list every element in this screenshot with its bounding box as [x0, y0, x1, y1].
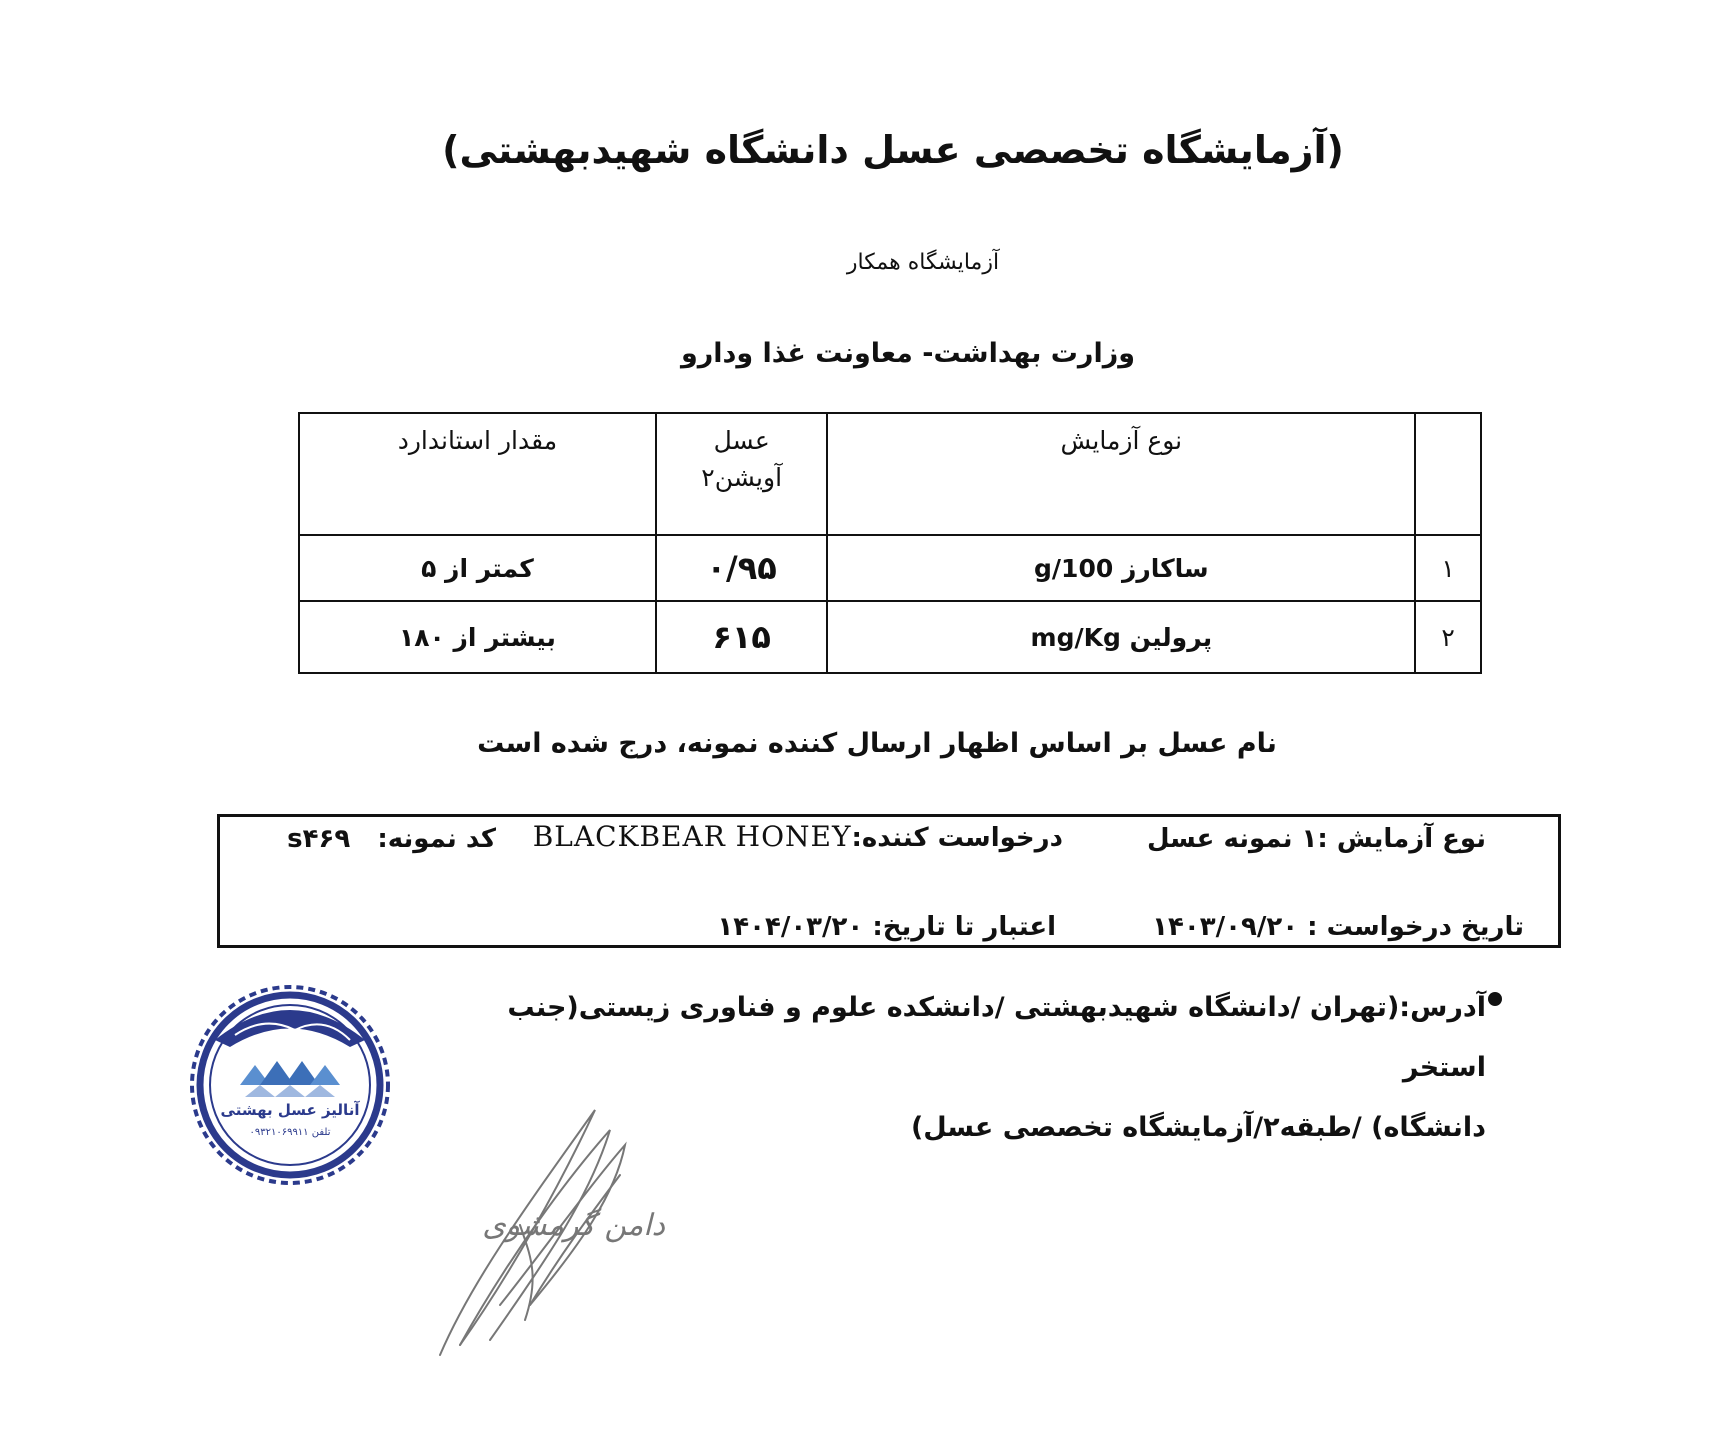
page-title: (آزمایشگاه تخصصی عسل دانشگاه شهیدبهشتی) [442, 128, 1344, 172]
stamp-seal-icon [192, 987, 388, 1183]
table-header-row [299, 413, 1481, 535]
info-test-type: نوع آزمایش :۱ نمونه عسل [1146, 824, 1486, 854]
signature-text: دامن گرمشوی [482, 1208, 665, 1243]
info-requester [533, 820, 1063, 853]
table-row [299, 601, 1481, 673]
address-line1: آدرس:(تهران /دانشگاه شهیدبهشتی /دانشکده علوم و فناوری زیستی(جنب استخر [507, 992, 1486, 1083]
info-requester-name: BLACKBEAR HONEY [532, 820, 852, 853]
row-number: ۲ [1415, 601, 1481, 673]
address-line2: دانشگاه) /طبقه۲/آزمایشگاه تخصصی عسل) [910, 1112, 1486, 1143]
row-number: ۱ [1415, 535, 1481, 601]
signature [430, 1105, 830, 1365]
row-value: ۶۱۵ [656, 601, 828, 673]
row-standard: بیشتر از ۱۸۰ [299, 601, 656, 673]
partner-lab-label: آزمایشگاه همکار [846, 250, 1000, 275]
row-value: ۰/۹۵ [656, 535, 828, 601]
header-standard: مقدار استاندارد [299, 413, 656, 535]
header-honey-line1: عسل [713, 426, 770, 455]
lab-stamp [185, 985, 395, 1185]
ministry-label: وزارت بهداشت- معاونت غذا ودارو [680, 338, 1136, 369]
results-table [298, 412, 1482, 674]
stamp-text: آنالیز عسل بهشتی [220, 1101, 360, 1119]
info-valid-until: اعتبار تا تاریخ: ۱۴۰۴/۰۳/۲۰ [717, 912, 1056, 942]
info-sample-code [287, 824, 496, 854]
table-row [299, 535, 1481, 601]
row-test: ساکارز g/100 [827, 535, 1415, 601]
info-request-date: تاریخ درخواست : ۱۴۰۳/۰۹/۲۰ [1152, 912, 1524, 942]
honey-name-note: نام عسل بر اساس اظهار ارسال کننده نمونه، درج شده است [477, 728, 1277, 759]
header-number [1415, 413, 1481, 535]
header-honey-line2: آویشن۲ [701, 463, 783, 492]
address-bullet [1488, 992, 1502, 1006]
row-test: پرولین mg/Kg [827, 601, 1415, 673]
stamp-phone: تلفن ۰۹۳۲۱۰۶۹۹۱۱ [249, 1127, 331, 1138]
info-requester-label: درخواست کننده: [851, 823, 1063, 853]
header-honey [656, 413, 828, 535]
info-sample-code-label: کد نمونه: [377, 824, 496, 854]
header-test-type: نوع آزمایش [827, 413, 1415, 535]
info-sample-code-value: s۴۶۹ [287, 824, 351, 854]
row-standard: کمتر از ۵ [299, 535, 656, 601]
